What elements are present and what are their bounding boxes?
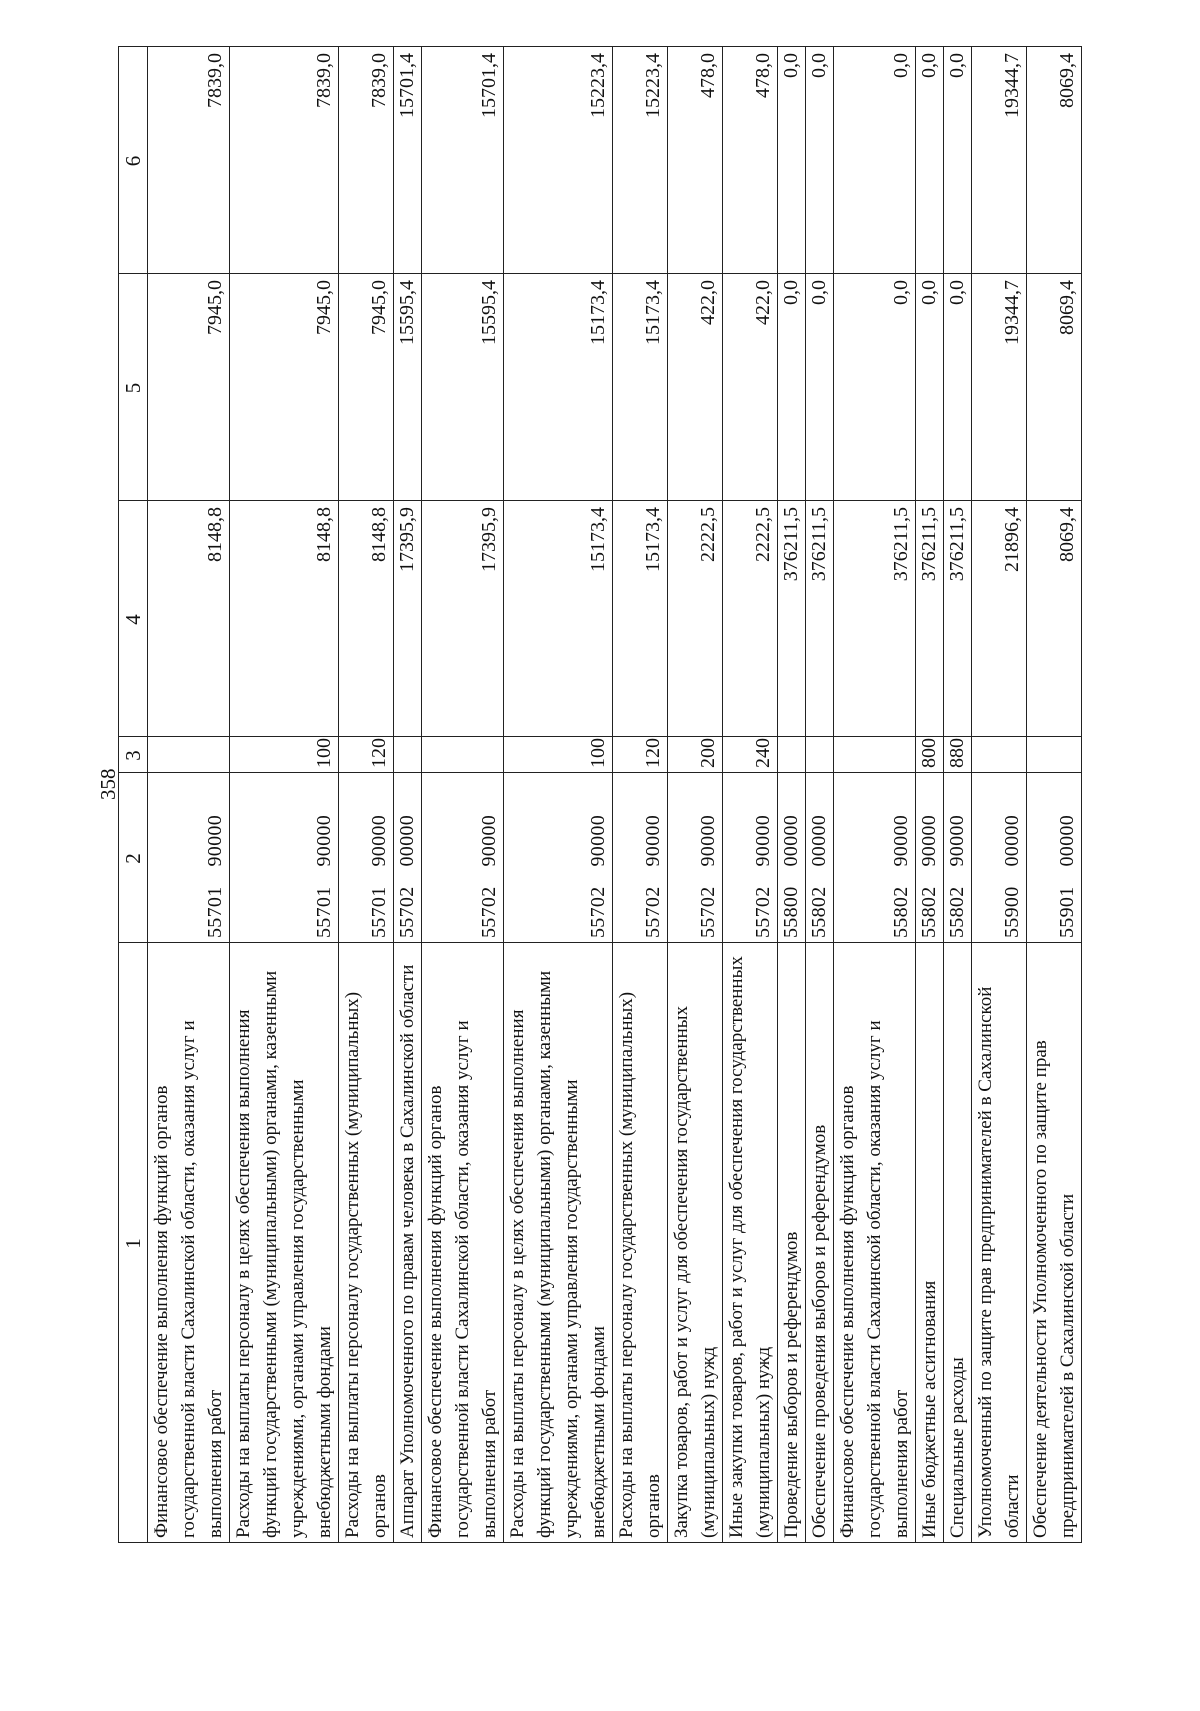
row-value-col4: 2222,5 — [723, 501, 778, 737]
row-expense-type: 100 — [230, 737, 339, 773]
table-row — [339, 47, 394, 1543]
row-expense-type: 240 — [723, 737, 778, 773]
table-row — [834, 47, 916, 1543]
page-number: 358 — [96, 768, 120, 800]
row-value-col6: 15701,4 — [394, 47, 422, 274]
code-part-a: 55802 — [808, 886, 830, 938]
row-value-col4: 376211,5 — [834, 501, 916, 737]
row-expense-type: 800 — [916, 737, 944, 773]
row-value-col6: 19344,7 — [972, 47, 1027, 274]
rotated-table-container — [118, 47, 1095, 1543]
row-value-col6: 15223,4 — [613, 47, 668, 274]
row-target-code — [806, 773, 834, 943]
row-value-col5: 15173,4 — [613, 274, 668, 501]
row-expense-type: 880 — [944, 737, 972, 773]
code-part-b: 90000 — [587, 815, 609, 867]
row-value-col5: 422,0 — [723, 274, 778, 501]
code-part-b: 00000 — [1056, 815, 1078, 867]
row-target-code — [972, 773, 1027, 943]
row-value-col5: 15173,4 — [504, 274, 613, 501]
row-value-col5: 15595,4 — [422, 274, 504, 501]
code-part-b: 90000 — [204, 815, 226, 867]
row-expense-type — [806, 737, 834, 773]
row-expense-type — [394, 737, 422, 773]
row-value-col5: 19344,7 — [972, 274, 1027, 501]
code-part-a: 55701 — [313, 886, 335, 938]
code-part-b: 00000 — [1001, 815, 1023, 867]
row-target-code — [723, 773, 778, 943]
row-name: Расходы на выплаты персоналу в целях обеспечения выполнения функций государственными (муниципальными) органами, казенными учреждениями, органами управления государственными внебюджетными фондами — [230, 943, 339, 1543]
row-value-col4: 8148,8 — [148, 501, 230, 737]
table-body — [148, 47, 1082, 1543]
row-name: Финансовое обеспечение выполнения функций органов государственной власти Сахалинской области, оказания услуг и выполнения работ — [834, 943, 916, 1543]
code-part-a: 55802 — [918, 886, 940, 938]
row-name: Финансовое обеспечение выполнения функций органов государственной власти Сахалинской области, оказания услуг и выполнения работ — [422, 943, 504, 1543]
row-name: Обеспечение проведения выборов и референдумов — [806, 943, 834, 1543]
header-col-1: 1 — [119, 943, 148, 1543]
code-part-b: 90000 — [313, 815, 335, 867]
row-value-col4: 2222,5 — [668, 501, 723, 737]
row-target-code — [1027, 773, 1082, 943]
header-col-2: 2 — [119, 773, 148, 943]
header-col-6: 6 — [119, 47, 148, 274]
row-value-col4: 376211,5 — [944, 501, 972, 737]
table-row — [230, 47, 339, 1543]
code-part-a: 55800 — [780, 886, 802, 938]
row-name: Закупка товаров, работ и услуг для обеспечения государственных (муниципальных) нужд — [668, 943, 723, 1543]
code-part-b: 90000 — [890, 815, 912, 867]
row-value-col6: 15223,4 — [504, 47, 613, 274]
code-part-a: 55802 — [946, 886, 968, 938]
budget-table — [118, 46, 1082, 1543]
row-expense-type: 120 — [339, 737, 394, 773]
row-value-col6: 0,0 — [916, 47, 944, 274]
header-col-3: 3 — [119, 737, 148, 773]
row-value-col5: 7945,0 — [230, 274, 339, 501]
row-value-col5: 7945,0 — [148, 274, 230, 501]
row-value-col6: 0,0 — [778, 47, 806, 274]
row-value-col5: 0,0 — [944, 274, 972, 501]
row-value-col6: 0,0 — [806, 47, 834, 274]
row-value-col4: 15173,4 — [504, 501, 613, 737]
row-value-col6: 0,0 — [944, 47, 972, 274]
row-value-col5: 0,0 — [834, 274, 916, 501]
code-part-a: 55702 — [642, 886, 664, 938]
row-value-col5: 0,0 — [806, 274, 834, 501]
row-expense-type: 200 — [668, 737, 723, 773]
table-row — [504, 47, 613, 1543]
code-part-b: 90000 — [478, 815, 500, 867]
row-target-code — [668, 773, 723, 943]
code-part-a: 55900 — [1001, 886, 1023, 938]
row-target-code — [422, 773, 504, 943]
row-name: Расходы на выплаты персоналу государственных (муниципальных) органов — [339, 943, 394, 1543]
code-part-a: 55701 — [204, 886, 226, 938]
table-row — [1027, 47, 1082, 1543]
row-name: Специальные расходы — [944, 943, 972, 1543]
row-target-code — [148, 773, 230, 943]
table-row — [972, 47, 1027, 1543]
row-name: Расходы на выплаты персоналу в целях обеспечения выполнения функций государственными (муниципальными) органами, казенными учреждениями, органами управления государственными внебюджетными фондами — [504, 943, 613, 1543]
table-row — [778, 47, 806, 1543]
code-part-b: 90000 — [946, 815, 968, 867]
header-row — [119, 47, 148, 1543]
row-value-col4: 376211,5 — [916, 501, 944, 737]
row-value-col4: 17395,9 — [394, 501, 422, 737]
row-value-col6: 478,0 — [723, 47, 778, 274]
row-target-code — [230, 773, 339, 943]
row-value-col6: 7839,0 — [148, 47, 230, 274]
row-name: Расходы на выплаты персоналу государственных (муниципальных) органов — [613, 943, 668, 1543]
code-part-a: 55702 — [697, 886, 719, 938]
table-row — [723, 47, 778, 1543]
row-value-col6: 7839,0 — [339, 47, 394, 274]
code-part-b: 00000 — [808, 815, 830, 867]
code-part-a: 55802 — [890, 886, 912, 938]
row-value-col4: 8148,8 — [339, 501, 394, 737]
row-expense-type: 120 — [613, 737, 668, 773]
row-expense-type — [778, 737, 806, 773]
code-part-a: 55702 — [478, 886, 500, 938]
row-value-col5: 8069,4 — [1027, 274, 1082, 501]
row-target-code — [944, 773, 972, 943]
row-value-col5: 0,0 — [916, 274, 944, 501]
row-value-col5: 15595,4 — [394, 274, 422, 501]
row-value-col6: 0,0 — [834, 47, 916, 274]
row-target-code — [778, 773, 806, 943]
code-part-b: 90000 — [368, 815, 390, 867]
row-expense-type — [972, 737, 1027, 773]
row-name: Финансовое обеспечение выполнения функций органов государственной власти Сахалинской области, оказания услуг и выполнения работ — [148, 943, 230, 1543]
row-target-code — [916, 773, 944, 943]
row-target-code — [834, 773, 916, 943]
table-row — [422, 47, 504, 1543]
row-value-col6: 7839,0 — [230, 47, 339, 274]
row-value-col6: 8069,4 — [1027, 47, 1082, 274]
row-value-col4: 8069,4 — [1027, 501, 1082, 737]
code-part-a: 55701 — [368, 886, 390, 938]
row-target-code — [504, 773, 613, 943]
row-expense-type — [422, 737, 504, 773]
table-row — [916, 47, 944, 1543]
row-name: Уполномоченный по защите прав предпринимателей в Сахалинской области — [972, 943, 1027, 1543]
code-part-b: 00000 — [396, 815, 418, 867]
code-part-a: 55702 — [587, 886, 609, 938]
row-name: Проведение выборов и референдумов — [778, 943, 806, 1543]
row-name: Иные бюджетные ассигнования — [916, 943, 944, 1543]
row-name: Обеспечение деятельности Уполномоченного по защите прав предпринимателей в Сахалинской области — [1027, 943, 1082, 1543]
header-col-4: 4 — [119, 501, 148, 737]
row-value-col5: 0,0 — [778, 274, 806, 501]
row-value-col4: 15173,4 — [613, 501, 668, 737]
table-row — [944, 47, 972, 1543]
row-expense-type — [834, 737, 916, 773]
row-value-col5: 7945,0 — [339, 274, 394, 501]
row-value-col4: 8148,8 — [230, 501, 339, 737]
code-part-b: 00000 — [780, 815, 802, 867]
code-part-b: 90000 — [642, 815, 664, 867]
table-row — [148, 47, 230, 1543]
code-part-b: 90000 — [752, 815, 774, 867]
row-name: Иные закупки товаров, работ и услуг для обеспечения государственных (муниципальных) нужд — [723, 943, 778, 1543]
row-expense-type: 100 — [504, 737, 613, 773]
code-part-a: 55901 — [1056, 886, 1078, 938]
row-target-code — [394, 773, 422, 943]
table-row — [668, 47, 723, 1543]
row-value-col5: 422,0 — [668, 274, 723, 501]
row-expense-type — [1027, 737, 1082, 773]
row-value-col6: 478,0 — [668, 47, 723, 274]
table-row — [394, 47, 422, 1543]
row-value-col4: 376211,5 — [778, 501, 806, 737]
row-expense-type — [148, 737, 230, 773]
table-row — [806, 47, 834, 1543]
row-name: Аппарат Уполномоченного по правам человека в Сахалинской области — [394, 943, 422, 1543]
header-col-5: 5 — [119, 274, 148, 501]
row-target-code — [613, 773, 668, 943]
code-part-b: 90000 — [918, 815, 940, 867]
code-part-a: 55702 — [752, 886, 774, 938]
row-value-col4: 21896,4 — [972, 501, 1027, 737]
code-part-b: 90000 — [697, 815, 719, 867]
row-value-col4: 376211,5 — [806, 501, 834, 737]
row-target-code — [339, 773, 394, 943]
table-row — [613, 47, 668, 1543]
code-part-a: 55702 — [396, 886, 418, 938]
row-value-col4: 17395,9 — [422, 501, 504, 737]
row-value-col6: 15701,4 — [422, 47, 504, 274]
